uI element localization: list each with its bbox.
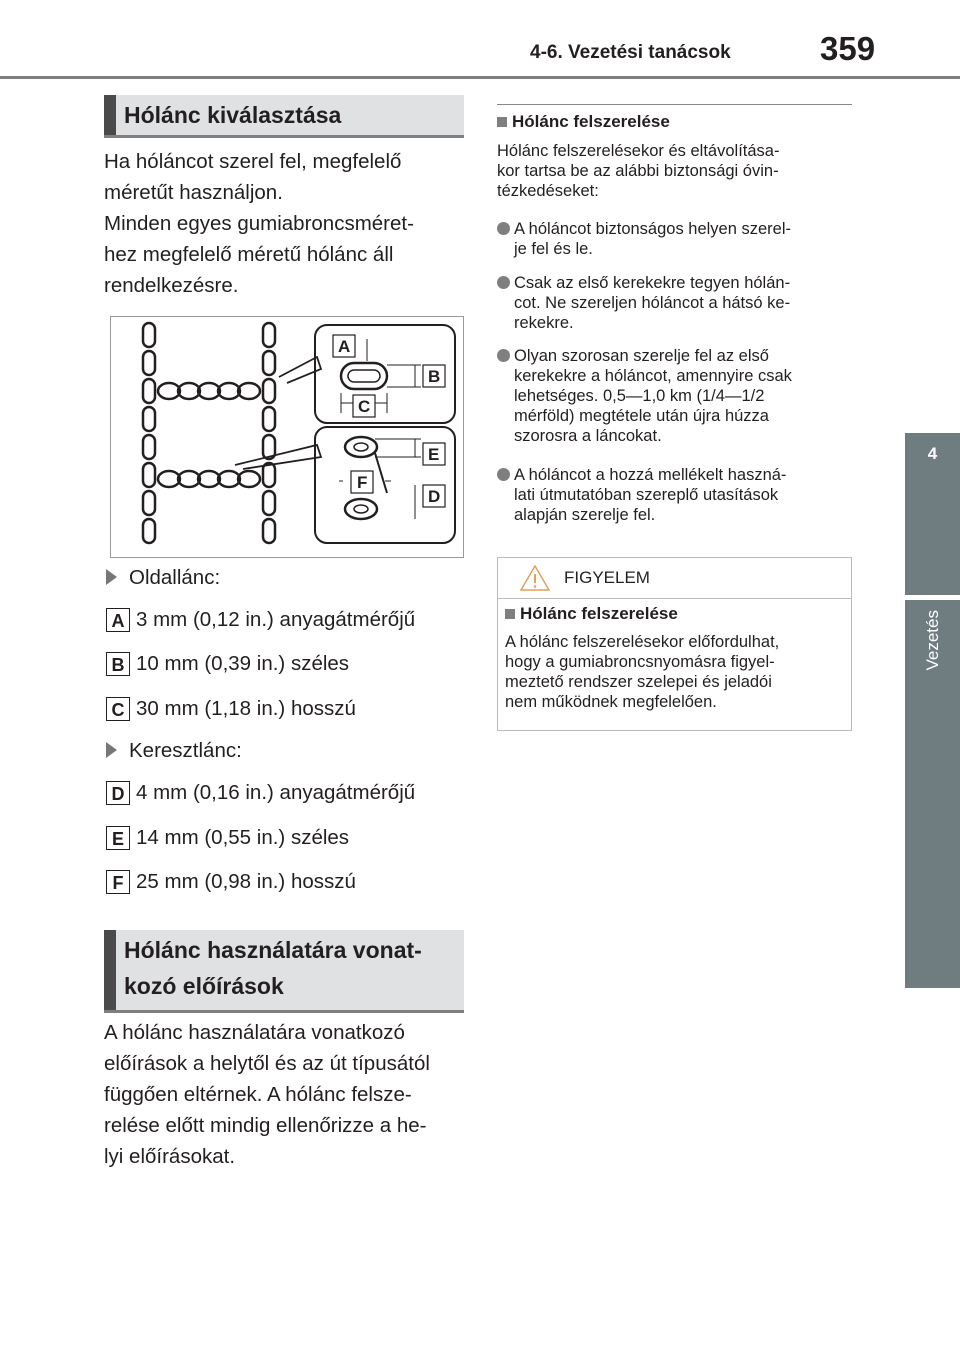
spec-item-B: [106, 652, 349, 676]
left-side-chain: [143, 323, 155, 543]
figure-label-C: C: [358, 397, 371, 416]
warning-body: [505, 632, 779, 712]
figure-label-A: A: [338, 337, 351, 356]
header-rule: [0, 76, 960, 79]
text-line: A hólánc felszerelésekor előfordulhat,: [505, 633, 780, 651]
right-intro: [497, 141, 852, 201]
warning-triangle-icon: [520, 565, 550, 591]
text-line: mérföld) megtétele után újra húzza: [514, 407, 769, 425]
key-badge: C: [106, 697, 130, 721]
text-line: Hólánc felszerelésekor és eltávolítása-: [497, 142, 780, 160]
text-line: lati útmutatóban szereplő utasítások: [514, 486, 779, 504]
right-side-chain: [263, 323, 275, 543]
text-line: szorosra a láncokat.: [514, 427, 662, 445]
chapter-number: 4: [927, 444, 938, 463]
spec-text: 10 mm (0,39 in.) széles: [136, 652, 350, 675]
key-badge: F: [106, 870, 130, 894]
chapter-label-tab: [905, 600, 960, 988]
spec-item-E: [106, 826, 349, 850]
bullet-item: [497, 346, 852, 446]
text-line: relése előtt mindig ellenőrizze a he-: [104, 1114, 427, 1137]
key-badge: D: [106, 781, 130, 805]
bullet-item: [497, 219, 852, 259]
heading-line: Hólánc használatára vonat-: [124, 937, 422, 963]
text-line: előírások a helytől és az út típusától: [104, 1052, 430, 1075]
warning-box: [497, 557, 852, 731]
right-heading: [497, 112, 670, 132]
section-heading-chain-selection: [104, 95, 464, 138]
circle-bullet-icon: [497, 222, 510, 235]
list-item-side-chain: [106, 566, 220, 590]
triangle-bullet-icon: [106, 569, 117, 585]
section-heading-bar: [104, 95, 116, 135]
spec-text: 14 mm (0,55 in.) széles: [136, 826, 350, 849]
key-badge: B: [106, 652, 130, 676]
chapter-tab: [905, 433, 960, 595]
text-line: lyi előírásokat.: [104, 1145, 236, 1168]
text-line: je fel és le.: [514, 240, 593, 258]
key-badge: A: [106, 608, 130, 632]
list-heading: Keresztlánc:: [129, 739, 242, 762]
warning-title: FIGYELEM: [564, 568, 650, 587]
circle-bullet-icon: [497, 349, 510, 362]
text-line: nem működnek megfelelően.: [505, 693, 717, 711]
text-line: A hóláncot biztonságos helyen szerel-: [514, 220, 792, 238]
bullet-item: [497, 273, 852, 333]
text-line: rekekre.: [514, 314, 574, 332]
spec-item-F: [106, 870, 356, 894]
section1-intro: [104, 146, 464, 301]
section-heading-regulations: [104, 930, 464, 1013]
figure-label-B: B: [428, 367, 441, 386]
section-heading-text: [124, 932, 422, 1004]
right-heading-text: Hólánc felszerelése: [512, 112, 670, 131]
text-line: alapján szerelje fel.: [514, 506, 656, 524]
section2-body: [104, 1017, 464, 1172]
text-line: cot. Ne szereljen hóláncot a hátsó ke-: [514, 294, 791, 312]
spec-text: 3 mm (0,12 in.) anyagátmérőjű: [136, 608, 416, 631]
text-line: lehetséges. 0,5—1,0 km (1/4—1/2: [514, 387, 765, 405]
spec-item-C: [106, 697, 356, 721]
text-line: Csak az első kerekekre tegyen hólán-: [514, 274, 791, 292]
section-heading-bar: [104, 930, 116, 1010]
key-badge: E: [106, 826, 130, 850]
upper-cross-chain: [158, 383, 260, 399]
spec-text: 4 mm (0,16 in.) anyagátmérőjű: [136, 781, 416, 804]
text-line: kerekekre a hóláncot, amennyire csak: [514, 367, 792, 385]
text-line: Minden egyes gumiabroncsméret-: [104, 212, 414, 235]
chapter-label: Vezetés: [923, 610, 942, 671]
text-line: hogy a gumiabroncsnyomásra figyel-: [505, 653, 775, 671]
snow-chain-illustration: [111, 317, 463, 557]
text-line: tézkedéseket:: [497, 182, 599, 200]
right-column-rule: [497, 104, 852, 105]
triangle-bullet-icon: [106, 742, 117, 758]
list-heading: Oldallánc:: [129, 566, 221, 589]
text-line: függően eltérnek. A hólánc felsze-: [104, 1083, 412, 1106]
text-line: Olyan szorosan szerelje fel az első: [514, 347, 769, 365]
warning-heading-text: Hólánc felszerelése: [520, 604, 678, 623]
spec-text: 30 mm (1,18 in.) hosszú: [136, 697, 356, 720]
square-bullet-icon: [497, 117, 507, 127]
figure-label-D: D: [428, 487, 441, 506]
square-bullet-icon: [505, 609, 515, 619]
lower-cross-chain: [158, 471, 260, 487]
warning-header: [498, 558, 851, 599]
spec-item-A: [106, 608, 415, 632]
circle-bullet-icon: [497, 468, 510, 481]
heading-line: kozó előírások: [124, 973, 284, 999]
text-line: kor tartsa be az alábbi biztonsági óvin-: [497, 162, 779, 180]
text-line: A hólánc használatára vonatkozó: [104, 1021, 405, 1044]
header-section-title: 4-6. Vezetési tanácsok: [530, 42, 731, 63]
page-number: 359: [820, 30, 876, 67]
section-heading-text: Hólánc kiválasztása: [124, 102, 342, 128]
text-line: rendelkezésre.: [104, 274, 239, 297]
figure-label-F: F: [357, 473, 368, 492]
text-line: meztető rendszer szelepei és jeladói: [505, 673, 772, 691]
warning-heading: [505, 604, 678, 624]
text-line: Ha hóláncot szerel fel, megfelelő: [104, 150, 402, 173]
figure-label-E: E: [428, 445, 440, 464]
spec-item-D: [106, 781, 415, 805]
list-item-cross-chain: [106, 739, 242, 763]
snow-chain-figure: [110, 316, 464, 558]
spec-text: 25 mm (0,98 in.) hosszú: [136, 870, 356, 893]
bullet-item: [497, 465, 852, 525]
text-line: hez megfelelő méretű hólánc áll: [104, 243, 394, 266]
text-line: A hóláncot a hozzá mellékelt haszná-: [514, 466, 787, 484]
circle-bullet-icon: [497, 276, 510, 289]
text-line: méretűt használjon.: [104, 181, 283, 204]
